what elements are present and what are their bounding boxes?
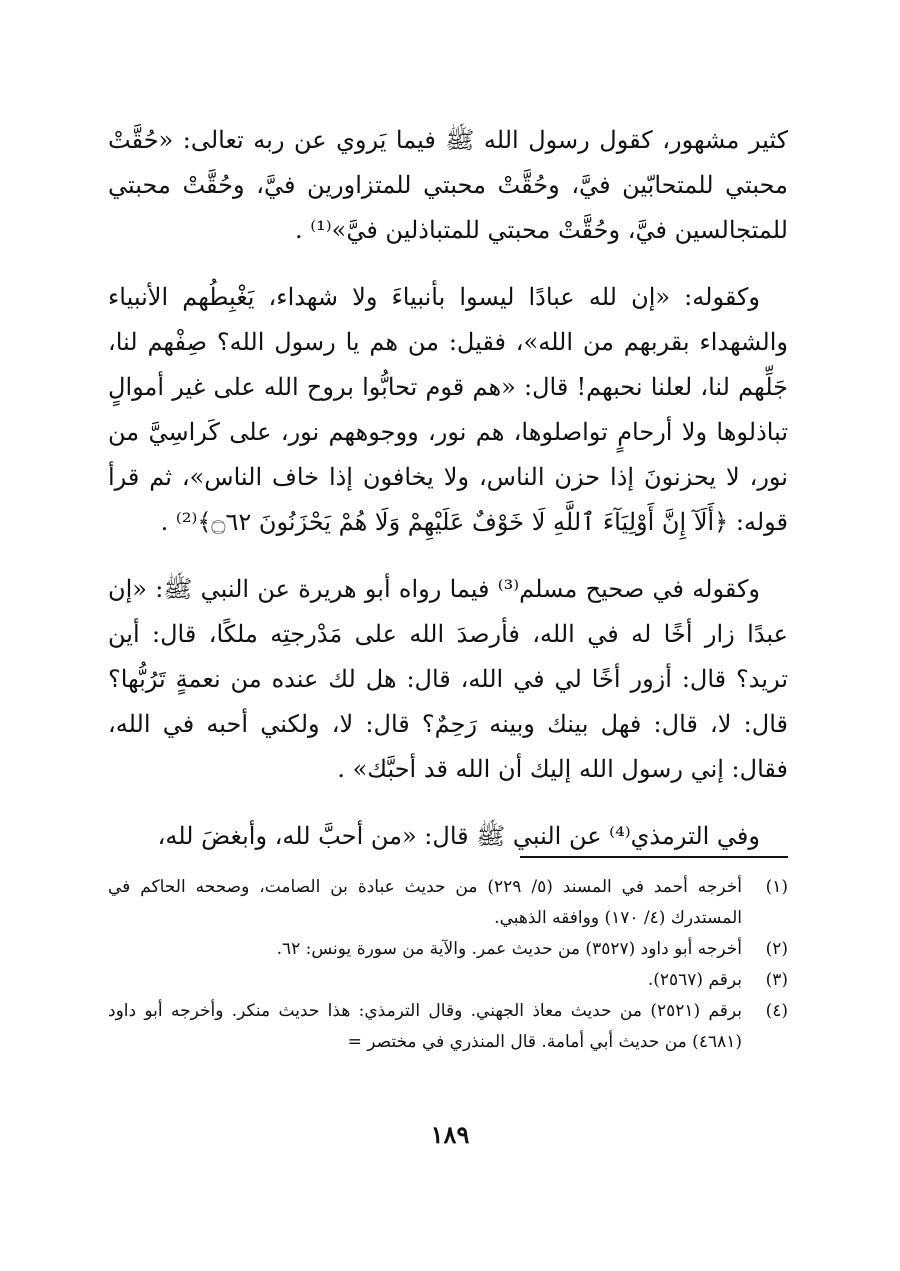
footnote-3: [108, 965, 788, 996]
footnote-text: برقم (٢٥٢١) من حديث معاذ الجهني. وقال الترمذي: هذا حديث منكر. وأخرجه أبو داود (٤٦٨١) من حديث أبي أمامة. قال المنذري في مختصر =: [108, 1001, 742, 1052]
footnote-number: (٢): [765, 939, 788, 959]
footnote-text: أخرجه أبو داود (٣٥٢٧) من حديث عمر. والآية من سورة يونس: ٦٢.: [276, 939, 742, 959]
footnote-2: [108, 934, 788, 965]
footnote-1: [108, 872, 788, 934]
footnote-4: [108, 996, 788, 1058]
footnote-number: (١): [765, 877, 788, 897]
footnote-separator: [520, 856, 788, 858]
footnote-number: (٤): [765, 1001, 788, 1021]
paragraph-4: وفي الترمذي⁽⁴⁾ عن النبي ﷺ قال: «من أحبَّ لله، وأبغضَ لله،: [157, 822, 760, 850]
footnotes: [108, 872, 788, 1058]
paragraph-2: وكقوله: «إن لله عبادًا ليسوا بأنبياءَ ولا شهداء، يَغْبِطُهم الأنبياء والشهداء بقربهم من الله»، فقيل: من هم يا رسول الله؟ صِفْهم لنا، جَلِّهم لنا، لعلنا نحبهم! قال: «هم قوم تحابُّوا بروح الله على غير أموالٍ تباذلوها ولا أرحامٍ تواصلوها، هم نور، ووجوههم نور، على كَراسِيَّ من نور، لا يحزنونَ إذا حزن الناس، ولا يخافون إذا خاف الناس»، ثم قرأ قوله: ﴿أَلَآ إِنَّ أَوْلِيَآءَ ٱللَّهِ لَا خَوْفٌ عَلَيْهِمْ وَلَا هُمْ يَحْزَنُونَ ۝٦٢﴾⁽²⁾ .: [108, 283, 788, 536]
footnote-text: أخرجه أحمد في المسند (٥/ ٢٢٩) من حديث عبادة بن الصامت، وصححه الحاكم في المستدرك (٤/ ١٧٠) ووافقه الذهبي.: [108, 877, 742, 928]
footnote-number: (٣): [765, 970, 788, 990]
paragraph-1: كثير مشهور، كقول رسول الله ﷺ فيما يَروي عن ربه تعالى: «حُقَّتْ محبتي للمتحابّين فيَّ، وحُقَّتْ محبتي للمتزاورين فيَّ، وحُقَّتْ محبتي للمتجالسين فيَّ، وحُقَّتْ محبتي للمتباذلين فيَّ»⁽¹⁾ .: [108, 126, 788, 244]
main-text: [108, 118, 788, 881]
page-number: ١٨٩: [430, 1120, 470, 1149]
paragraph-3: وكقوله في صحيح مسلم⁽³⁾ فيما رواه أبو هريرة عن النبي ﷺ: «إن عبدًا زار أخًا له في الله، فأرصدَ الله على مَدْرجتِه ملكًا، قال: أين تريد؟ قال: أزور أخًا لي في الله، قال: هل لك عنده من نعمةٍ تَرُبُّها؟ قال: لا، قال: فهل بينك وبينه رَحِمٌ؟ قال: لا، ولكني أحبه في الله، فقال: إني رسول الله إليك أن الله قد أحبَّك» .: [108, 575, 788, 783]
footnote-text: برقم (٢٥٦٧).: [647, 970, 742, 990]
